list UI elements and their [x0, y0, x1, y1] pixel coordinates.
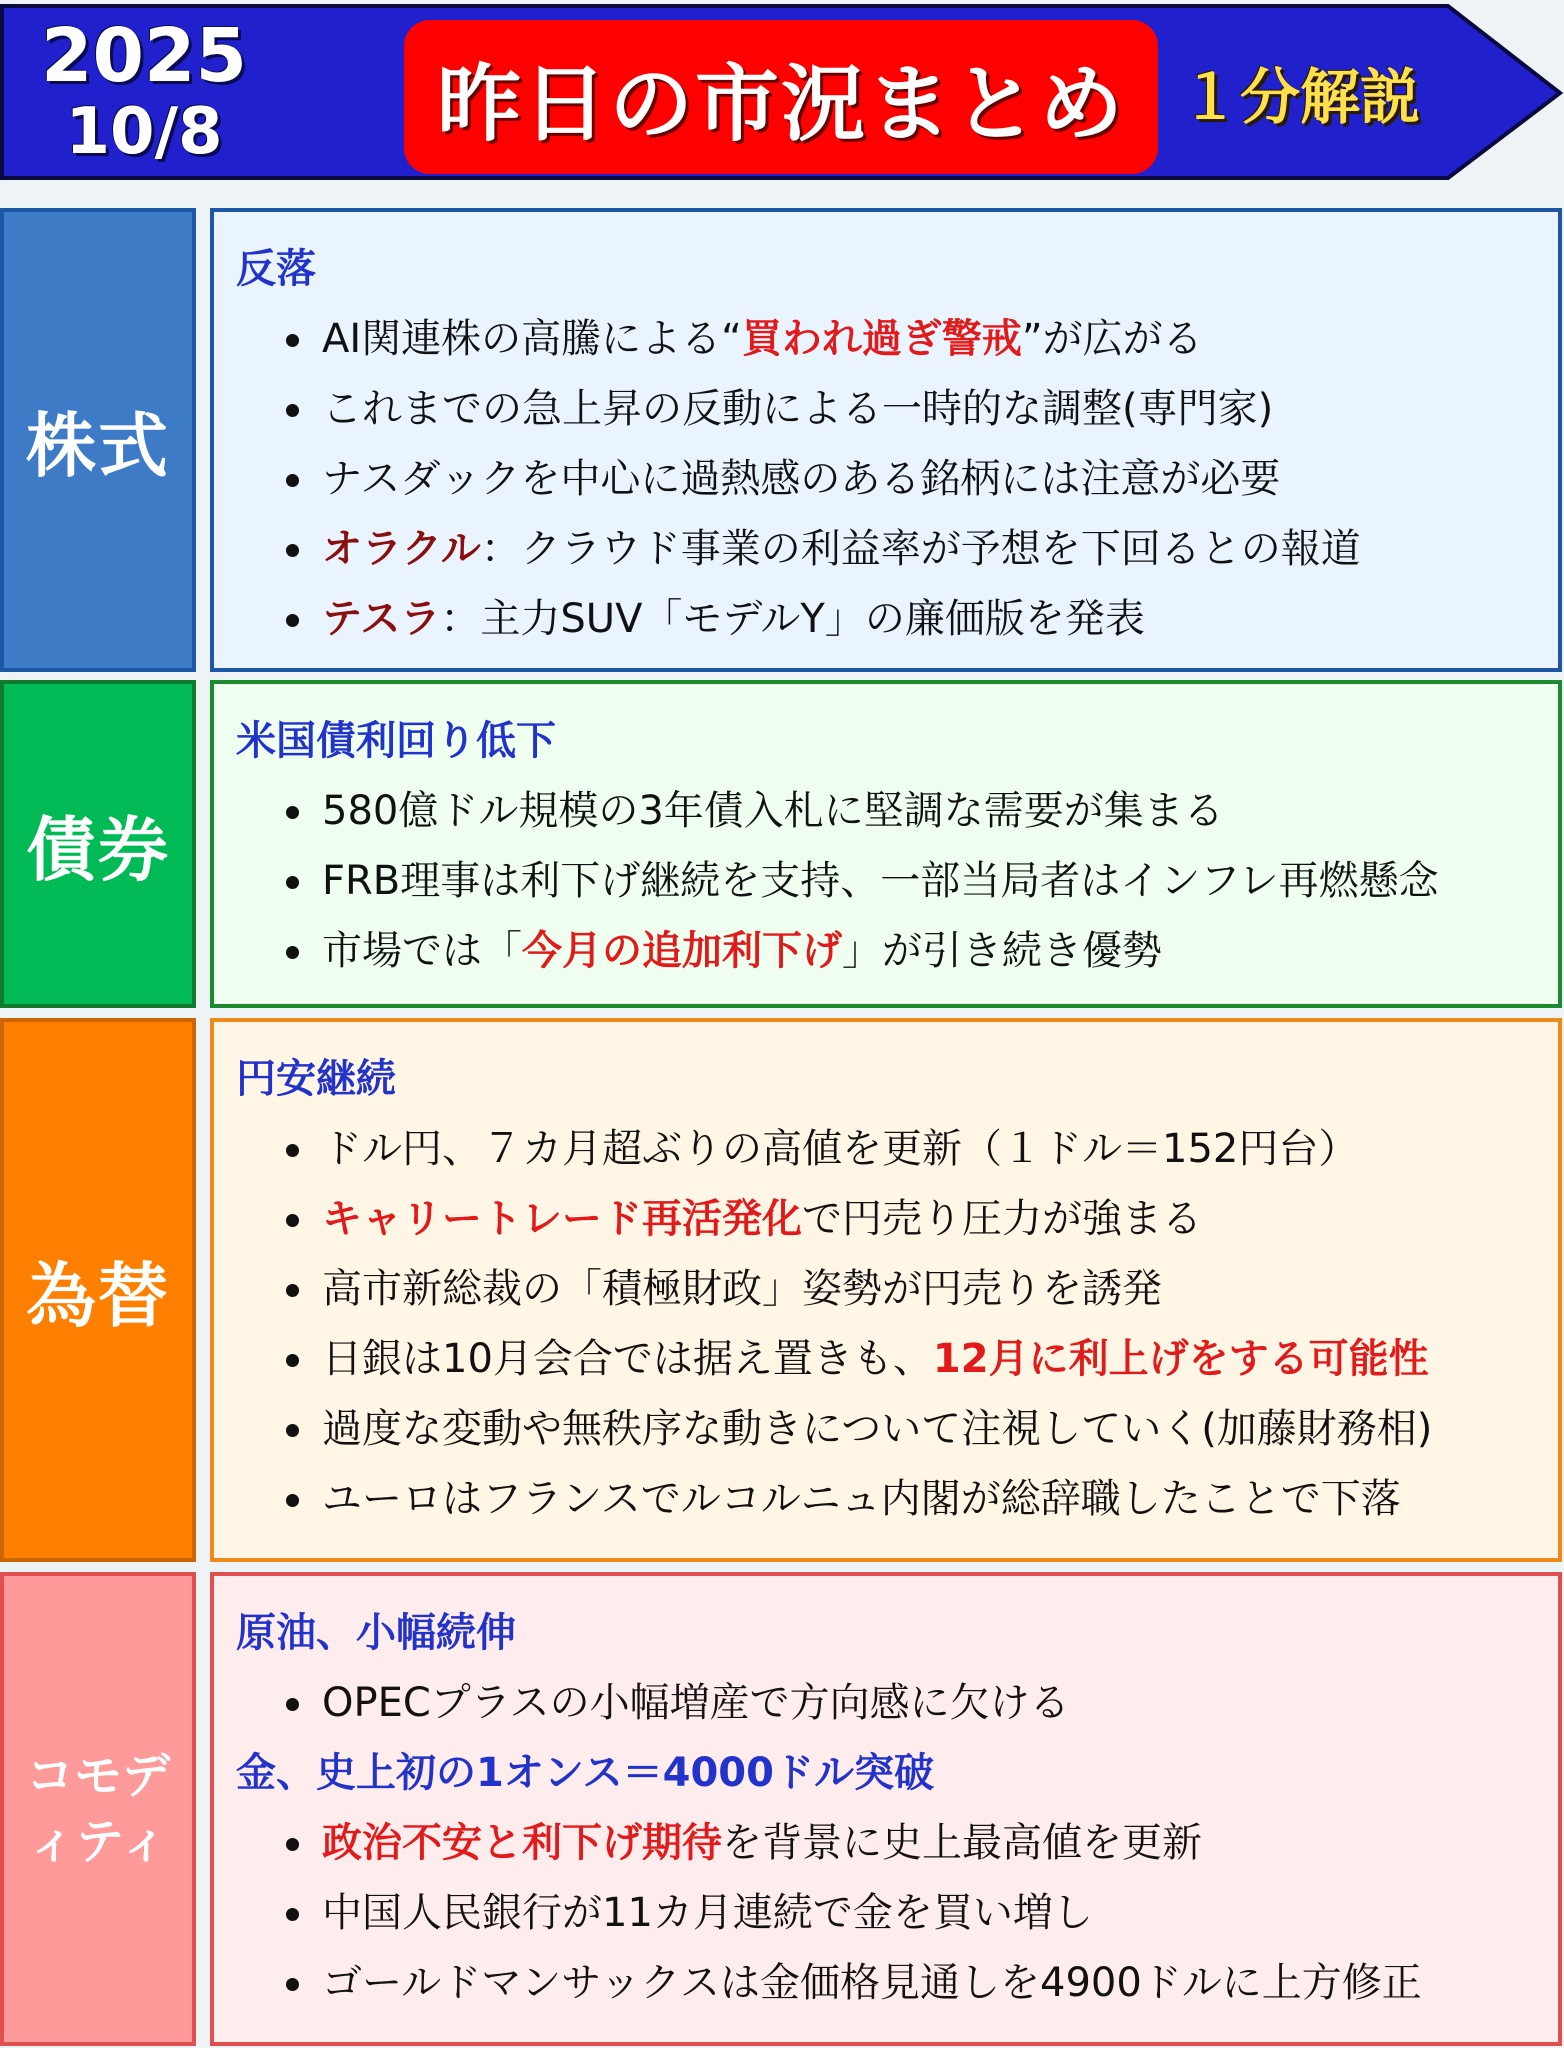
section-headline: 米国債利回り低下	[236, 718, 556, 764]
bullet-list	[236, 776, 1558, 986]
section-label-stock	[0, 208, 196, 672]
section-content-fx	[210, 1018, 1562, 1562]
bullet-item	[236, 1808, 1558, 1878]
bullet-item	[236, 304, 1558, 374]
bullet-item	[236, 776, 1558, 846]
bullet-list	[236, 304, 1558, 654]
bullet-text: AI関連株の高騰による“	[322, 316, 742, 362]
highlight-text: 今月の追加利下げ	[522, 928, 842, 974]
section-label-text: 株式	[26, 404, 170, 487]
bullet-text: ナスダックを中心に過熱感のある銘柄には注意が必要	[322, 456, 1281, 502]
bullet-text: 中国人民銀行が11カ月連続で金を買い増し	[322, 1890, 1093, 1936]
bullet-item	[236, 444, 1558, 514]
section-content-commodity	[210, 1572, 1562, 2046]
bullet-item	[236, 514, 1558, 584]
bullet-list	[236, 1808, 1558, 2018]
bullet-list	[236, 1668, 1558, 1738]
bullet-text: 580億ドル規模の3年債入札に堅調な需要が集まる	[322, 788, 1224, 834]
bullet-text: ：クラウド事業の利益率が予想を下回るとの報道	[480, 526, 1361, 572]
highlight-text: 政治不安と利下げ期待	[322, 1820, 722, 1866]
bullet-text: これまでの急上昇の反動による一時的な調整(専門家)	[322, 386, 1274, 432]
section-label-text: 為替	[26, 1254, 170, 1337]
date-year: 2025	[41, 13, 247, 99]
section-label-text: 債券	[26, 808, 170, 891]
bullet-text: 高市新総裁の「積極財政」姿勢が円売りを誘発	[322, 1266, 1162, 1312]
highlight-text: オラクル	[322, 526, 481, 572]
section-headline-gold: 金、史上初の1オンス＝4000ドル突破	[236, 1750, 934, 1796]
bullet-text: 」が引き続き優勢	[842, 928, 1162, 974]
header-banner	[0, 4, 1564, 182]
section-label-bond	[0, 680, 196, 1008]
bullet-text: ゴールドマンサックスは金価格見通しを4900ドルに上方修正	[322, 1960, 1422, 2006]
bullet-text: ユーロはフランスでルコルニュ内閣が総辞職したことで下落	[322, 1476, 1401, 1522]
bullet-item	[236, 1948, 1558, 2018]
highlight-text: 買われ過ぎ警戒	[741, 316, 1022, 362]
bullet-list	[236, 1114, 1558, 1534]
bullet-item	[236, 1464, 1558, 1534]
bullet-text: 過度な変動や無秩序な動きについて注視していく(加藤財務相)	[322, 1406, 1433, 1452]
date-month-day: 10/8	[65, 95, 223, 169]
bullet-item	[236, 1324, 1558, 1394]
section-content-bond	[210, 680, 1562, 1008]
bullet-item	[236, 916, 1558, 986]
highlight-text: テスラ	[322, 596, 441, 642]
highlight-text: キャリートレード再活発化	[322, 1196, 802, 1242]
bullet-text: OPECプラスの小幅増産で方向感に欠ける	[322, 1680, 1070, 1726]
bullet-text: FRB理事は利下げ継続を支持、一部当局者はインフレ再燃懸念	[322, 858, 1439, 904]
section-content-stock	[210, 208, 1562, 672]
bullet-text: 市場では「	[322, 928, 522, 974]
bullet-text: ”が広がる	[1021, 316, 1203, 362]
bullet-text: ドル円、７カ月超ぶりの高値を更新（１ドル＝152円台）	[322, 1126, 1359, 1172]
highlight-text: 12月に利上げをする可能性	[932, 1336, 1429, 1382]
date-block	[14, 13, 274, 169]
bullet-item	[236, 846, 1558, 916]
section-label-fx	[0, 1018, 196, 1562]
section-label-commodity	[0, 1572, 196, 2046]
section-headline-oil: 原油、小幅続伸	[236, 1610, 516, 1656]
bullet-text: 日銀は10月会合では据え置きも、	[322, 1336, 933, 1382]
bullet-item	[236, 584, 1558, 654]
bullet-text: ：主力SUV「モデルY」の廉価版を発表	[440, 596, 1145, 642]
bullet-text: で円売り圧力が強まる	[802, 1196, 1202, 1242]
page-subtitle: １分解説	[1180, 63, 1420, 133]
bullet-text: を背景に史上最高値を更新	[722, 1820, 1202, 1866]
bullet-item	[236, 1668, 1558, 1738]
section-label-text: コモディティ	[25, 1748, 170, 1870]
section-headline: 円安継続	[236, 1056, 396, 1102]
page-title: 昨日の市況まとめ	[404, 20, 1158, 174]
section-headline: 反落	[236, 246, 316, 292]
bullet-item	[236, 1254, 1558, 1324]
bullet-item	[236, 374, 1558, 444]
bullet-item	[236, 1184, 1558, 1254]
bullet-item	[236, 1114, 1558, 1184]
bullet-item	[236, 1394, 1558, 1464]
bullet-item	[236, 1878, 1558, 1948]
